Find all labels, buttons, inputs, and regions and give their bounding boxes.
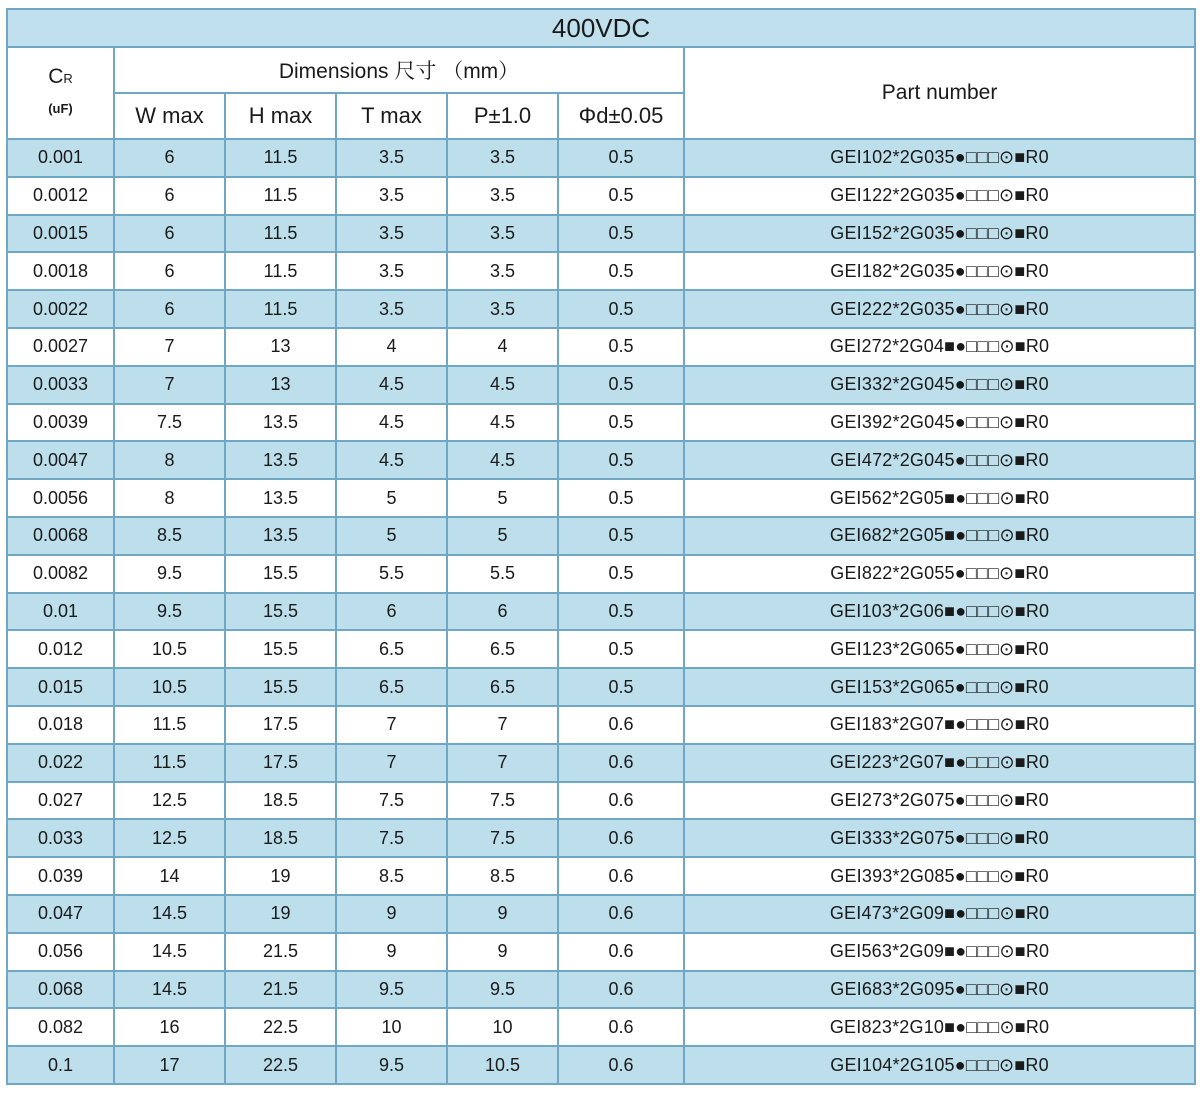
cell-h-max: 17.5: [225, 706, 336, 744]
cell-lead-diameter: 0.5: [558, 139, 684, 177]
cell-w-max: 10.5: [114, 630, 225, 668]
cell-t-max: 7: [336, 706, 447, 744]
cell-t-max: 4: [336, 328, 447, 366]
cell-part-number: GEI183*2G07■●□□□⊙■R0: [684, 706, 1195, 744]
table-row: [7, 404, 1195, 442]
cell-h-max: 19: [225, 857, 336, 895]
cell-pitch: 5.5: [447, 555, 558, 593]
cell-w-max: 9.5: [114, 593, 225, 631]
cell-pitch: 8.5: [447, 857, 558, 895]
table-row: [7, 971, 1195, 1009]
cell-capacitance: 0.001: [7, 139, 114, 177]
cell-pitch: 3.5: [447, 177, 558, 215]
cell-lead-diameter: 0.6: [558, 1046, 684, 1084]
cell-pitch: 3.5: [447, 215, 558, 253]
cell-part-number: GEI333*2G075●□□□⊙■R0: [684, 819, 1195, 857]
cell-capacitance: 0.0022: [7, 290, 114, 328]
cell-pitch: 10.5: [447, 1046, 558, 1084]
cell-lead-diameter: 0.5: [558, 215, 684, 253]
cell-t-max: 7: [336, 744, 447, 782]
cell-h-max: 13.5: [225, 517, 336, 555]
cell-capacitance: 0.082: [7, 1008, 114, 1046]
cell-capacitance: 0.015: [7, 668, 114, 706]
cell-h-max: 15.5: [225, 668, 336, 706]
cell-pitch: 5: [447, 479, 558, 517]
cell-lead-diameter: 0.5: [558, 479, 684, 517]
cell-part-number: GEI153*2G065●□□□⊙■R0: [684, 668, 1195, 706]
cell-part-number: GEI473*2G09■●□□□⊙■R0: [684, 895, 1195, 933]
cell-lead-diameter: 0.5: [558, 366, 684, 404]
table-row: [7, 630, 1195, 668]
cell-w-max: 7: [114, 366, 225, 404]
cell-lead-diameter: 0.6: [558, 1008, 684, 1046]
cell-lead-diameter: 0.5: [558, 668, 684, 706]
cell-w-max: 14.5: [114, 971, 225, 1009]
cell-w-max: 6: [114, 290, 225, 328]
table-row: [7, 555, 1195, 593]
cell-t-max: 4.5: [336, 404, 447, 442]
cell-lead-diameter: 0.5: [558, 177, 684, 215]
cell-lead-diameter: 0.5: [558, 328, 684, 366]
column-header-h: H max: [225, 93, 336, 139]
cell-h-max: 13: [225, 366, 336, 404]
cr-subscript: R: [63, 71, 73, 86]
cell-part-number: GEI103*2G06■●□□□⊙■R0: [684, 593, 1195, 631]
cell-h-max: 21.5: [225, 971, 336, 1009]
cell-h-max: 13: [225, 328, 336, 366]
cell-pitch: 3.5: [447, 252, 558, 290]
cell-capacitance: 0.0027: [7, 328, 114, 366]
cell-part-number: GEI182*2G035●□□□⊙■R0: [684, 252, 1195, 290]
cell-w-max: 16: [114, 1008, 225, 1046]
cell-part-number: GEI222*2G035●□□□⊙■R0: [684, 290, 1195, 328]
table-row: [7, 1008, 1195, 1046]
cell-capacitance: 0.0015: [7, 215, 114, 253]
cell-h-max: 21.5: [225, 933, 336, 971]
cell-lead-diameter: 0.6: [558, 782, 684, 820]
cell-capacitance: 0.01: [7, 593, 114, 631]
cell-capacitance: 0.0033: [7, 366, 114, 404]
spec-table-container: [6, 8, 1194, 1085]
cell-part-number: GEI392*2G045●□□□⊙■R0: [684, 404, 1195, 442]
cell-capacitance: 0.033: [7, 819, 114, 857]
cell-capacitance: 0.047: [7, 895, 114, 933]
table-row: [7, 782, 1195, 820]
cell-part-number: GEI563*2G09■●□□□⊙■R0: [684, 933, 1195, 971]
cell-t-max: 3.5: [336, 290, 447, 328]
cell-lead-diameter: 0.5: [558, 630, 684, 668]
cell-lead-diameter: 0.5: [558, 441, 684, 479]
cell-t-max: 7.5: [336, 782, 447, 820]
cell-h-max: 15.5: [225, 555, 336, 593]
cell-h-max: 11.5: [225, 252, 336, 290]
cell-h-max: 18.5: [225, 782, 336, 820]
cell-part-number: GEI152*2G035●□□□⊙■R0: [684, 215, 1195, 253]
cell-pitch: 4.5: [447, 441, 558, 479]
cell-t-max: 4.5: [336, 366, 447, 404]
cell-lead-diameter: 0.5: [558, 290, 684, 328]
cell-capacitance: 0.0012: [7, 177, 114, 215]
cell-lead-diameter: 0.6: [558, 706, 684, 744]
cell-t-max: 9: [336, 933, 447, 971]
column-header-t: T max: [336, 93, 447, 139]
cell-lead-diameter: 0.6: [558, 933, 684, 971]
cell-t-max: 5.5: [336, 555, 447, 593]
cell-part-number: GEI273*2G075●□□□⊙■R0: [684, 782, 1195, 820]
cell-lead-diameter: 0.6: [558, 819, 684, 857]
cell-pitch: 7.5: [447, 819, 558, 857]
cell-part-number: GEI472*2G045●□□□⊙■R0: [684, 441, 1195, 479]
cell-pitch: 4.5: [447, 366, 558, 404]
cell-part-number: GEI822*2G055●□□□⊙■R0: [684, 555, 1195, 593]
cell-t-max: 4.5: [336, 441, 447, 479]
cell-capacitance: 0.0047: [7, 441, 114, 479]
table-row: [7, 215, 1195, 253]
cr-unit: (uF): [48, 101, 73, 116]
cell-pitch: 5: [447, 517, 558, 555]
cell-w-max: 7: [114, 328, 225, 366]
table-row: [7, 933, 1195, 971]
cell-part-number: GEI683*2G095●□□□⊙■R0: [684, 971, 1195, 1009]
table-row: [7, 706, 1195, 744]
table-row: [7, 819, 1195, 857]
cell-t-max: 6.5: [336, 668, 447, 706]
cell-h-max: 11.5: [225, 290, 336, 328]
cell-w-max: 11.5: [114, 744, 225, 782]
cell-t-max: 8.5: [336, 857, 447, 895]
cell-capacitance: 0.0068: [7, 517, 114, 555]
cell-w-max: 14.5: [114, 895, 225, 933]
cell-part-number: GEI123*2G065●□□□⊙■R0: [684, 630, 1195, 668]
cell-part-number: GEI223*2G07■●□□□⊙■R0: [684, 744, 1195, 782]
table-row: [7, 139, 1195, 177]
column-header-w: W max: [114, 93, 225, 139]
cell-pitch: 3.5: [447, 139, 558, 177]
table-row: [7, 1046, 1195, 1084]
cell-capacitance: 0.1: [7, 1046, 114, 1084]
voltage-title: 400VDC: [7, 9, 1195, 47]
cell-part-number: GEI272*2G04■●□□□⊙■R0: [684, 328, 1195, 366]
cell-capacitance: 0.056: [7, 933, 114, 971]
cell-w-max: 6: [114, 139, 225, 177]
dimensions-header: Dimensions 尺寸 （mm）: [114, 47, 684, 93]
cell-part-number: GEI104*2G105●□□□⊙■R0: [684, 1046, 1195, 1084]
cell-w-max: 11.5: [114, 706, 225, 744]
cell-capacitance: 0.0056: [7, 479, 114, 517]
cell-part-number: GEI393*2G085●□□□⊙■R0: [684, 857, 1195, 895]
cr-label: C: [48, 65, 64, 88]
cell-capacitance: 0.0082: [7, 555, 114, 593]
cell-t-max: 3.5: [336, 177, 447, 215]
cell-h-max: 13.5: [225, 479, 336, 517]
cell-w-max: 9.5: [114, 555, 225, 593]
cell-capacitance: 0.039: [7, 857, 114, 895]
table-row: [7, 441, 1195, 479]
cell-t-max: 5: [336, 479, 447, 517]
table-row: [7, 290, 1195, 328]
cell-capacitance: 0.018: [7, 706, 114, 744]
table-row: [7, 593, 1195, 631]
cell-capacitance: 0.022: [7, 744, 114, 782]
cell-pitch: 4: [447, 328, 558, 366]
cell-lead-diameter: 0.6: [558, 744, 684, 782]
cell-part-number: GEI682*2G05■●□□□⊙■R0: [684, 517, 1195, 555]
table-row: [7, 857, 1195, 895]
table-row: [7, 668, 1195, 706]
part-number-header: Part number: [684, 47, 1195, 139]
cell-pitch: 6: [447, 593, 558, 631]
cell-lead-diameter: 0.5: [558, 404, 684, 442]
cell-h-max: 15.5: [225, 630, 336, 668]
cell-w-max: 6: [114, 252, 225, 290]
column-header-d: Φd±0.05: [558, 93, 684, 139]
cell-t-max: 9.5: [336, 1046, 447, 1084]
cell-t-max: 6: [336, 593, 447, 631]
cell-pitch: 7: [447, 706, 558, 744]
cell-capacitance: 0.012: [7, 630, 114, 668]
cell-w-max: 17: [114, 1046, 225, 1084]
cell-part-number: GEI332*2G045●□□□⊙■R0: [684, 366, 1195, 404]
cr-header: [7, 47, 114, 139]
table-row: [7, 517, 1195, 555]
cell-t-max: 3.5: [336, 252, 447, 290]
cell-pitch: 9.5: [447, 971, 558, 1009]
table-row: [7, 479, 1195, 517]
cell-t-max: 7.5: [336, 819, 447, 857]
cell-lead-diameter: 0.6: [558, 971, 684, 1009]
cell-w-max: 10.5: [114, 668, 225, 706]
cell-lead-diameter: 0.5: [558, 555, 684, 593]
cell-capacitance: 0.0018: [7, 252, 114, 290]
cell-pitch: 6.5: [447, 668, 558, 706]
cell-pitch: 6.5: [447, 630, 558, 668]
cell-w-max: 8.5: [114, 517, 225, 555]
cell-w-max: 14: [114, 857, 225, 895]
cell-w-max: 14.5: [114, 933, 225, 971]
cell-lead-diameter: 0.6: [558, 895, 684, 933]
table-row: [7, 328, 1195, 366]
cell-pitch: 10: [447, 1008, 558, 1046]
cell-w-max: 6: [114, 177, 225, 215]
cell-t-max: 3.5: [336, 215, 447, 253]
cell-part-number: GEI122*2G035●□□□⊙■R0: [684, 177, 1195, 215]
cell-t-max: 3.5: [336, 139, 447, 177]
cell-w-max: 7.5: [114, 404, 225, 442]
cell-h-max: 13.5: [225, 404, 336, 442]
cell-lead-diameter: 0.6: [558, 857, 684, 895]
cell-lead-diameter: 0.5: [558, 252, 684, 290]
cell-pitch: 7: [447, 744, 558, 782]
cell-h-max: 15.5: [225, 593, 336, 631]
cell-t-max: 10: [336, 1008, 447, 1046]
cell-w-max: 12.5: [114, 819, 225, 857]
cell-t-max: 9.5: [336, 971, 447, 1009]
cell-h-max: 17.5: [225, 744, 336, 782]
cell-w-max: 6: [114, 215, 225, 253]
cell-capacitance: 0.068: [7, 971, 114, 1009]
cell-h-max: 11.5: [225, 215, 336, 253]
cell-h-max: 22.5: [225, 1046, 336, 1084]
table-row: [7, 744, 1195, 782]
cell-h-max: 13.5: [225, 441, 336, 479]
cell-capacitance: 0.027: [7, 782, 114, 820]
capacitor-spec-table: [6, 8, 1196, 1085]
cell-h-max: 11.5: [225, 177, 336, 215]
cell-t-max: 6.5: [336, 630, 447, 668]
cell-part-number: GEI102*2G035●□□□⊙■R0: [684, 139, 1195, 177]
cell-pitch: 9: [447, 933, 558, 971]
cell-pitch: 4.5: [447, 404, 558, 442]
cell-w-max: 8: [114, 479, 225, 517]
cell-part-number: GEI562*2G05■●□□□⊙■R0: [684, 479, 1195, 517]
cell-pitch: 3.5: [447, 290, 558, 328]
cell-lead-diameter: 0.5: [558, 593, 684, 631]
cell-h-max: 11.5: [225, 139, 336, 177]
cell-capacitance: 0.0039: [7, 404, 114, 442]
table-row: [7, 366, 1195, 404]
cell-t-max: 9: [336, 895, 447, 933]
table-row: [7, 177, 1195, 215]
cell-pitch: 9: [447, 895, 558, 933]
cell-h-max: 22.5: [225, 1008, 336, 1046]
cell-lead-diameter: 0.5: [558, 517, 684, 555]
cell-h-max: 19: [225, 895, 336, 933]
cell-w-max: 8: [114, 441, 225, 479]
table-row: [7, 895, 1195, 933]
table-row: [7, 252, 1195, 290]
cell-t-max: 5: [336, 517, 447, 555]
cell-part-number: GEI823*2G10■●□□□⊙■R0: [684, 1008, 1195, 1046]
cell-h-max: 18.5: [225, 819, 336, 857]
cell-w-max: 12.5: [114, 782, 225, 820]
table-body: [7, 139, 1195, 1084]
cell-pitch: 7.5: [447, 782, 558, 820]
column-header-p: P±1.0: [447, 93, 558, 139]
